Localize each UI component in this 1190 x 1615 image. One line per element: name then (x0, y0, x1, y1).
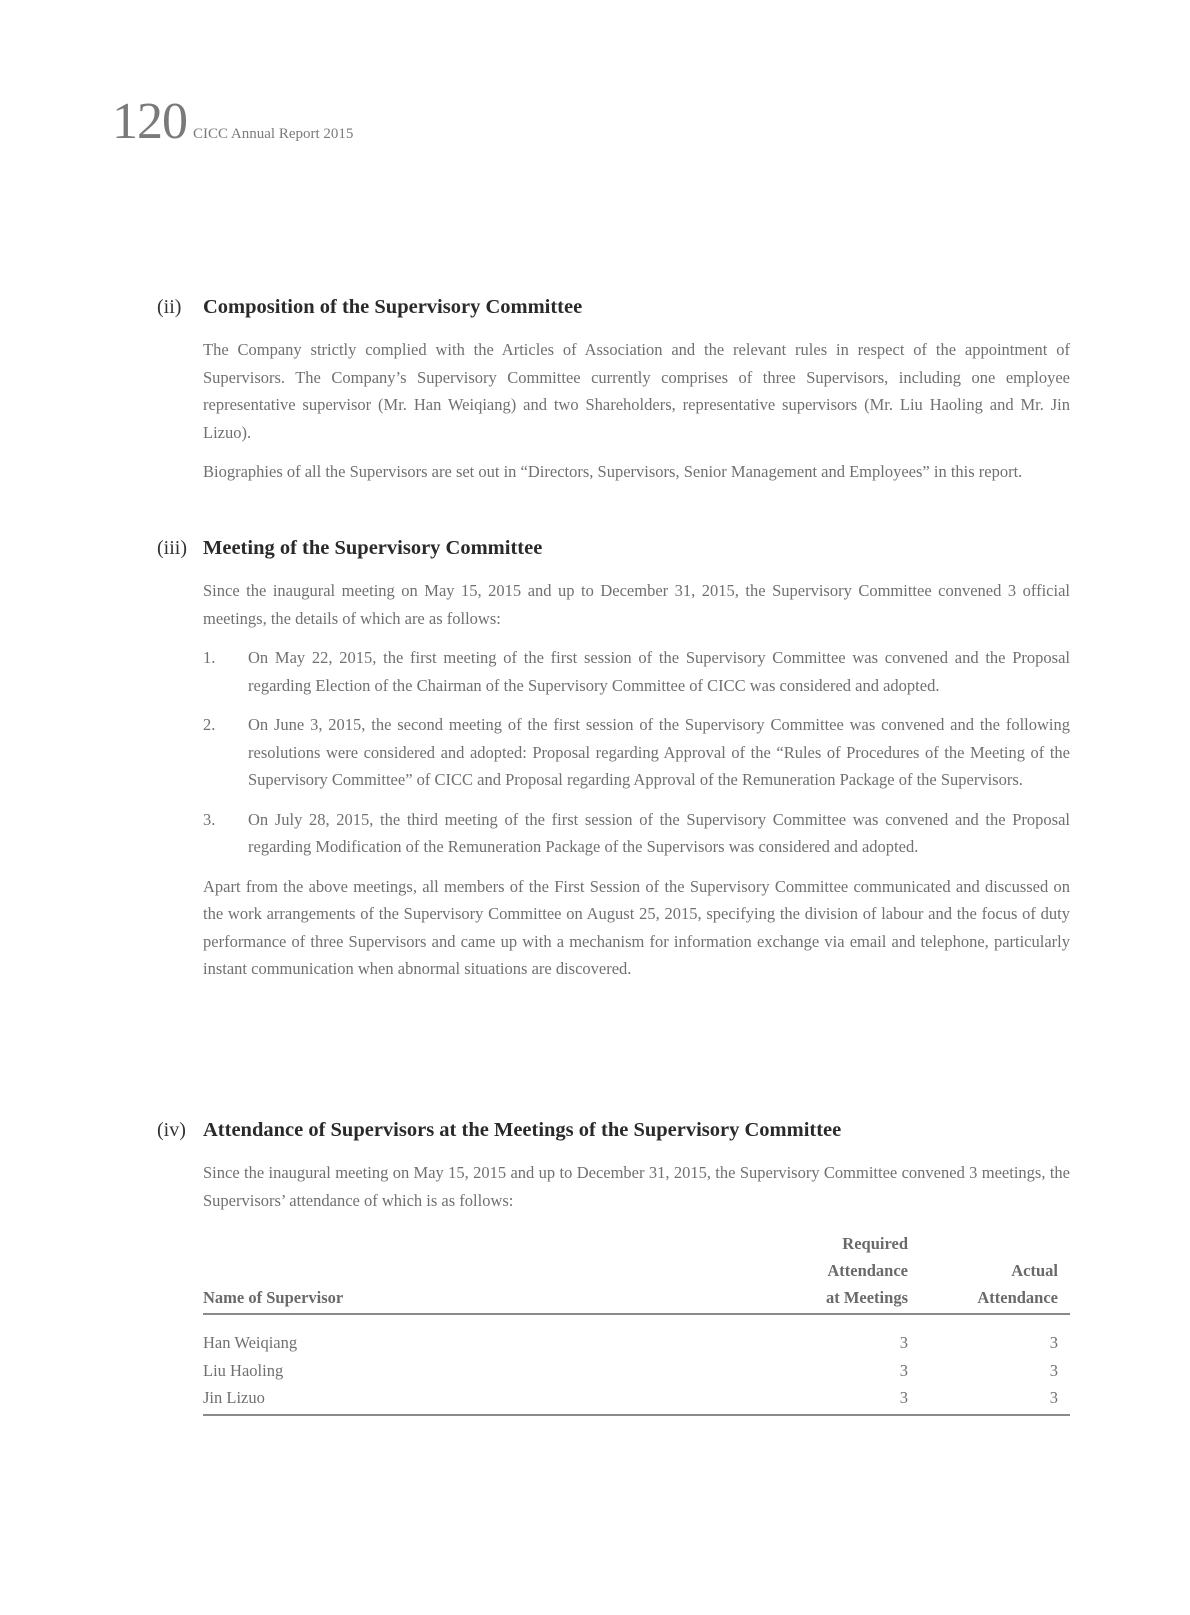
attendance-table (203, 1230, 1070, 1416)
section-title: Composition of the Supervisory Committee (203, 296, 583, 318)
actual-attendance: 3 (908, 1384, 1070, 1415)
list-item-number: 3. (203, 809, 216, 829)
paragraph: Biographies of all the Supervisors are set out in “Directors, Supervisors, Senior Management and Employees” in this report. (203, 462, 1023, 481)
meeting-list (203, 644, 1070, 861)
list-item (203, 711, 1070, 794)
supervisor-name: Jin Lizuo (203, 1384, 758, 1415)
list-item (203, 644, 1070, 699)
list-item (203, 806, 1070, 861)
paragraph: Since the inaugural meeting on May 15, 2015 and up to December 31, 2015, the Supervisory Committee convened 3 official meetings, the details of which are as follows: (203, 581, 1070, 628)
section-title: Attendance of Supervisors at the Meetings of the Supervisory Committee (203, 1119, 842, 1141)
actual-attendance: 3 (1049, 1360, 1058, 1380)
section-number: (ii) (157, 296, 182, 318)
actual-attendance: 3 (1049, 1333, 1058, 1352)
table-row (203, 1357, 1070, 1385)
required-attendance: 3 (758, 1384, 908, 1415)
required-attendance: 3 (899, 1333, 908, 1352)
page-number: 120 (112, 93, 187, 150)
header-line: Attendance (977, 1288, 1058, 1307)
list-item-text: On May 22, 2015, the first meeting of the first session of the Supervisory Committee was convened and the Proposal regarding Election of the Chairman of the Supervisory Committee of CICC was considered and adopted. (248, 648, 1070, 695)
required-attendance: 3 (899, 1360, 908, 1380)
list-item-number: 1. (203, 648, 216, 667)
section-heading (157, 1119, 1070, 1149)
section-meetings (157, 537, 1070, 983)
supervisor-name: Han Weiqiang (203, 1333, 298, 1352)
section-title: Meeting of the Supervisory Committee (203, 537, 543, 559)
section-number: (iii) (157, 537, 187, 559)
header-line: at Meetings (825, 1288, 908, 1307)
section-number: (iv) (157, 1119, 186, 1141)
header-line: Actual (1011, 1261, 1058, 1280)
column-header-name: Name of Supervisor (203, 1230, 758, 1314)
section-attendance (157, 1119, 1070, 1416)
section-heading (157, 296, 1070, 326)
header-line: Required (842, 1234, 908, 1253)
paragraph: Since the inaugural meeting on May 15, 2015 and up to December 31, 2015, the Supervisory Committee convened 3 meetings, the Supervisors’ attendance of which is as follows: (203, 1163, 1070, 1210)
list-item-number: 2. (203, 715, 216, 734)
table-row (203, 1314, 1070, 1357)
supervisor-name: Liu Haoling (203, 1360, 284, 1380)
table-header-row (203, 1230, 1070, 1314)
column-header-actual (908, 1230, 1070, 1314)
list-item-text: On July 28, 2015, the third meeting of the first session of the Supervisory Committee was convened and the Proposal regarding Modification of the Remuneration Package of the Supervisors was considered and adopted. (248, 809, 1070, 856)
section-heading (157, 537, 1070, 567)
report-title: CICC Annual Report 2015 (193, 126, 354, 142)
page-header (112, 92, 353, 151)
paragraph: Apart from the above meetings, all members of the First Session of the Supervisory Committee communicated and discussed on the work arrangements of the Supervisory Committee on August 25, 2015, specifying the division of labour and the focus of duty performance of three Supervisors and came up with a mechanism for information exchange via email and telephone, particularly instant communication when abnormal situations are discovered. (203, 876, 1070, 978)
header-line: Attendance (827, 1261, 908, 1280)
column-header-required (758, 1230, 908, 1314)
list-item-text: On June 3, 2015, the second meeting of the first session of the Supervisory Committee was convened and the following resolutions were considered and adopted: Proposal regarding Approval of the “Rules of Procedures of the Meeting of the Supervisory Committee” of CICC and Proposal regarding Approval of the Remuneration Package of the Supervisors. (248, 715, 1070, 789)
section-composition (157, 296, 1070, 486)
paragraph: The Company strictly complied with the Articles of Association and the relevant rules in respect of the appointment of Supervisors. The Company’s Supervisory Committee currently comprises of three Supervisors, including one employee representative supervisor (Mr. Han Weiqiang) and two Shareholders, representative supervisors (Mr. Liu Haoling and Mr. Jin Lizuo). (203, 340, 1070, 442)
table-row (203, 1384, 1070, 1415)
